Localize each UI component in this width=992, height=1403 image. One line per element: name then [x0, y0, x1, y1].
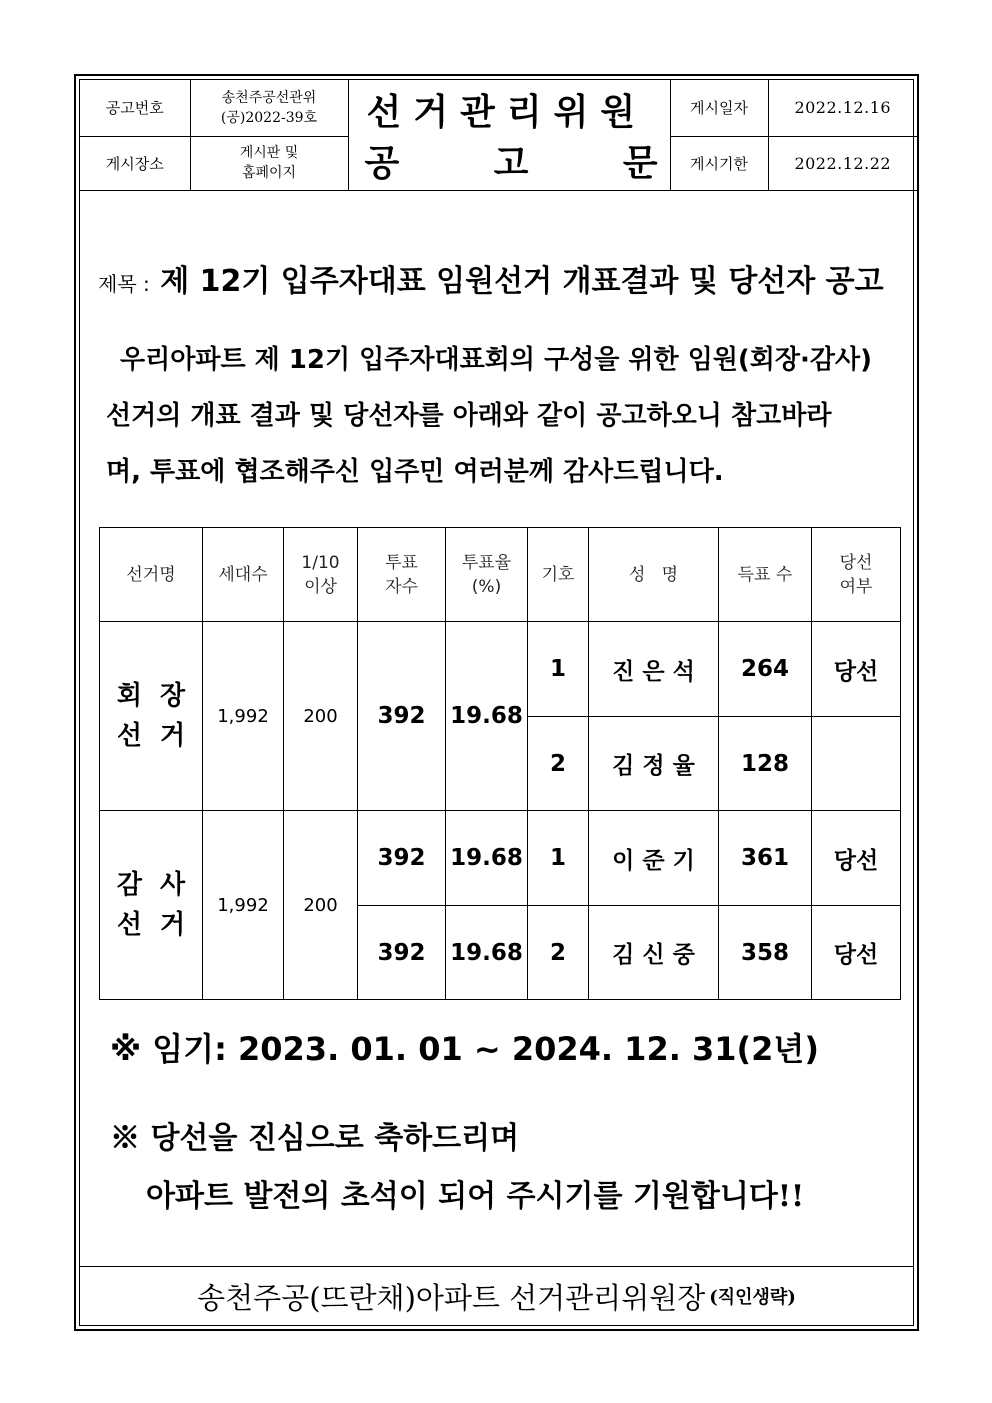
- body-line: 선거의 개표 결과 및 당선자를 아래와 같이 공고하오니 참고바라: [106, 401, 832, 431]
- candidate-votes: 128: [719, 717, 812, 811]
- post-date-value: 2022.12.16: [768, 80, 917, 136]
- candidate-votes: 264: [719, 622, 812, 717]
- body-line: 며, 투표에 협조해주신 입주민 여러분께 감사드립니다.: [106, 457, 724, 487]
- body-paragraph: [106, 332, 896, 500]
- candidate-name: 김 신 중: [589, 906, 719, 1000]
- footer-seal-note: (직인생략): [709, 1287, 796, 1308]
- candidate-number: 1: [528, 811, 589, 906]
- president-tenth: 200: [284, 622, 358, 811]
- title-line2: 공 고 문: [364, 141, 658, 184]
- table-row: [100, 622, 901, 717]
- congratulations: [110, 1110, 804, 1226]
- term-of-office: ※ 임기: 2023. 01. 01 ~ 2024. 12. 31(2년): [110, 1030, 819, 1068]
- footer-issuer: 송천주공(뜨란채)아파트 선거관리위원장: [197, 1280, 706, 1315]
- subject-prefix: 제목 :: [98, 272, 150, 296]
- candidate-name: 이 준 기: [589, 811, 719, 906]
- president-voters: 392: [358, 622, 446, 811]
- president-rate: 19.68: [446, 622, 528, 811]
- auditor-households: 1,992: [203, 811, 284, 1000]
- candidate-result: [812, 717, 901, 811]
- th-number: 기호: [528, 528, 589, 622]
- auditor-tenth: 200: [284, 811, 358, 1000]
- candidate-result: 당선: [812, 622, 901, 717]
- candidate-votes: 358: [719, 906, 812, 1000]
- congrats-line1: ※ 당선을 진심으로 축하드리며: [110, 1121, 520, 1156]
- auditor-voters: 392: [358, 906, 446, 1000]
- subject-text: 제 12기 입주자대표 임원선거 개표결과 및 당선자 공고: [160, 264, 884, 299]
- place-value: 게시판 및 홈페이지: [190, 136, 348, 190]
- candidate-number: 1: [528, 622, 589, 717]
- auditor-voters: 392: [358, 811, 446, 906]
- header-table: [80, 80, 917, 191]
- th-votes: 득표 수: [719, 528, 812, 622]
- notice-title: [348, 80, 670, 190]
- notice-no-label: 공고번호: [80, 80, 190, 136]
- notice-frame: [74, 74, 919, 1331]
- results-table: [99, 527, 901, 1000]
- title-line1: 선거관리위원: [366, 90, 648, 133]
- auditor-election-label: 감 사 선 거: [100, 811, 203, 1000]
- president-households: 1,992: [203, 622, 284, 811]
- candidate-number: 2: [528, 717, 589, 811]
- subject-line: [98, 256, 884, 300]
- post-deadline-value: 2022.12.22: [768, 136, 917, 190]
- body-line: 우리아파트 제 12기 입주자대표회의 구성을 위한 임원(회장·감사): [120, 345, 873, 375]
- table-header-row: [100, 528, 901, 622]
- candidate-votes: 361: [719, 811, 812, 906]
- notice-no-value: 송천주공선관위 (공)2022-39호: [190, 80, 348, 136]
- post-date-label: 게시일자: [670, 80, 768, 136]
- th-households: 세대수: [203, 528, 284, 622]
- th-election: 선거명: [100, 528, 203, 622]
- auditor-rate: 19.68: [446, 906, 528, 1000]
- notice-inner-frame: [79, 79, 914, 1326]
- th-elected: 당선 여부: [812, 528, 901, 622]
- th-voters: 투표 자수: [358, 528, 446, 622]
- place-label: 게시장소: [80, 136, 190, 190]
- candidate-name: 진 은 석: [589, 622, 719, 717]
- th-tenth: 1/10 이상: [284, 528, 358, 622]
- footer-signature: [80, 1266, 913, 1325]
- president-election-label: 회 장 선 거: [100, 622, 203, 811]
- th-name: 성 명: [589, 528, 719, 622]
- th-rate: 투표율 (%): [446, 528, 528, 622]
- congrats-line2: 아파트 발전의 초석이 되어 주시기를 기원합니다!!: [146, 1179, 805, 1214]
- candidate-number: 2: [528, 906, 589, 1000]
- auditor-rate: 19.68: [446, 811, 528, 906]
- candidate-name: 김 정 율: [589, 717, 719, 811]
- table-row: [100, 811, 901, 906]
- candidate-result: 당선: [812, 811, 901, 906]
- post-deadline-label: 게시기한: [670, 136, 768, 190]
- candidate-result: 당선: [812, 906, 901, 1000]
